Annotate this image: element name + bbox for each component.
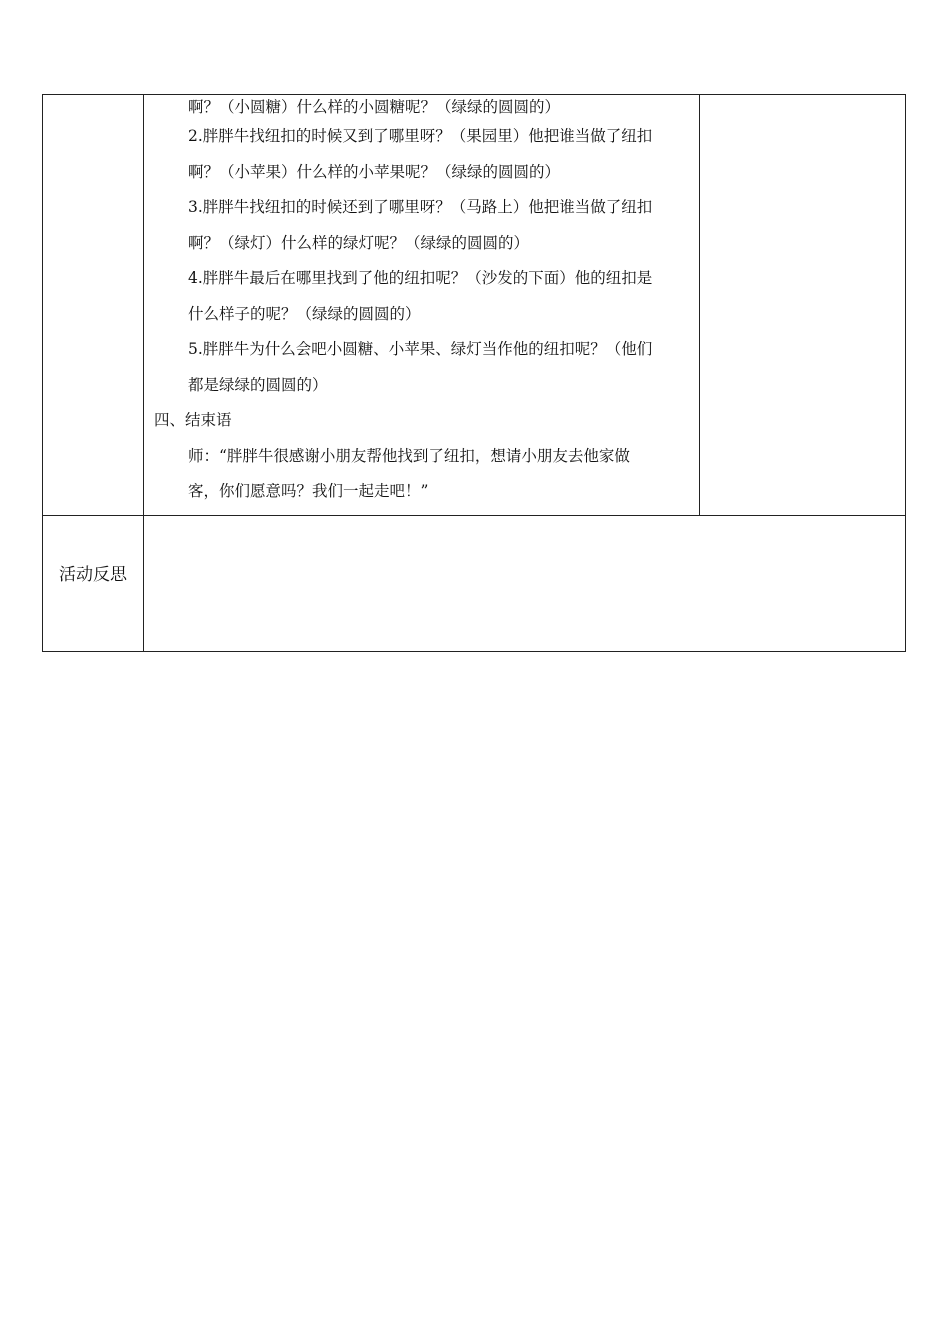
reflection-content-cell xyxy=(144,516,906,652)
content-line: 什么样子的呢？（绿绿的圆圆的） xyxy=(188,304,421,323)
content-line: 师：“胖胖牛很感谢小朋友帮他找到了纽扣，想请小朋友去他家做 xyxy=(188,446,630,465)
reflection-label: 活动反思 xyxy=(59,565,127,585)
content-line: 2.胖胖牛找纽扣的时候又到了哪里呀？（果园里）他把谁当做了纽扣 xyxy=(188,127,653,145)
activity-content-cell xyxy=(144,95,700,516)
content-line: 都是绿绿的圆圆的） xyxy=(188,375,328,394)
row-label-cell xyxy=(43,95,144,516)
content-line: 客，你们愿意吗？我们一起走吧！” xyxy=(188,482,429,500)
content-line: 啊？（绿灯）什么样的绿灯呢？（绿绿的圆圆的） xyxy=(188,233,530,252)
section-heading: 四、结束语 xyxy=(154,411,232,429)
reflection-row xyxy=(43,516,906,652)
content-line: 4.胖胖牛最后在哪里找到了他的纽扣呢？（沙发的下面）他的纽扣是 xyxy=(188,269,653,287)
content-line: 3.胖胖牛找纽扣的时候还到了哪里呀？（马路上）他把谁当做了纽扣 xyxy=(188,198,653,216)
notes-cell xyxy=(700,95,906,516)
content-line: 啊？（小苹果）什么样的小苹果呢？（绿绿的圆圆的） xyxy=(188,162,561,181)
content-line: 5.胖胖牛为什么会吧小圆糖、小苹果、绿灯当作他的纽扣呢？（他们 xyxy=(188,340,653,358)
reflection-label-cell xyxy=(43,516,144,652)
lesson-plan-table xyxy=(42,94,906,652)
content-line: 啊？（小圆糖）什么样的小圆糖呢？（绿绿的圆圆的） xyxy=(188,98,561,116)
activity-process-row xyxy=(43,95,906,516)
